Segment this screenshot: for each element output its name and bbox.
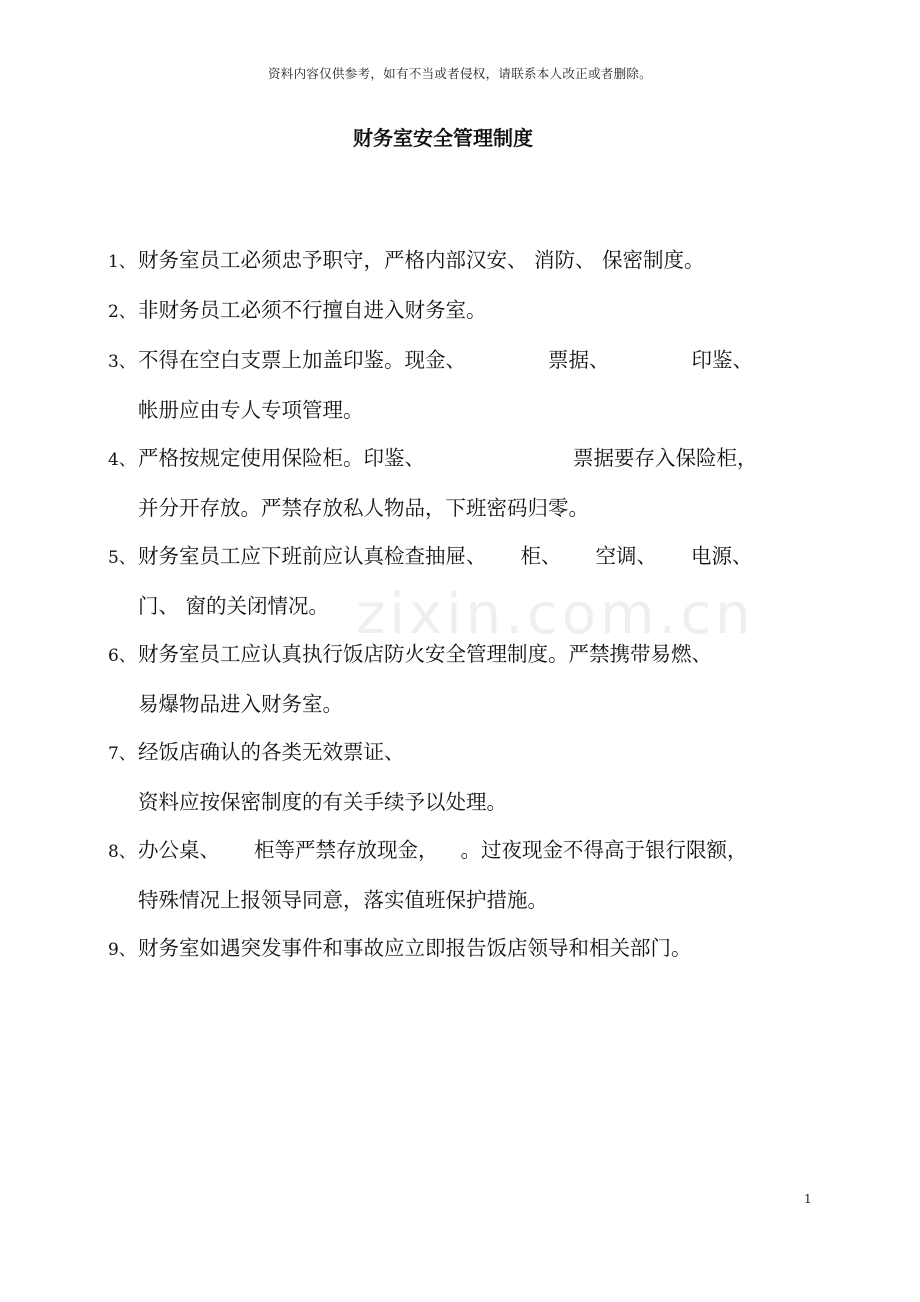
- rule-9-line-1: [108, 924, 788, 974]
- rule-text: 柜等严禁存放现金，: [254, 838, 439, 862]
- rule-text: 办公桌、: [138, 838, 220, 862]
- rule-text: 票据要存入保险柜，: [573, 446, 758, 470]
- rule-5: [108, 532, 788, 630]
- rule-8: [108, 826, 788, 924]
- rule-number: 9、: [108, 940, 136, 960]
- rule-text: 财务室员工应认真执行饭店防火安全管理制度。严禁携带易燃、: [138, 642, 712, 666]
- rule-8-line-1: [108, 826, 788, 876]
- rule-text: 非财务员工必须不行擅自进入财务室。: [138, 298, 487, 322]
- rule-text: 柜、: [520, 544, 562, 568]
- rule-7-line-1: [108, 728, 788, 778]
- rule-text: 财务室如遇突发事件和事故应立即报告饭店领导和相关部门。: [138, 936, 692, 960]
- rule-text: 经饭店确认的各类无效票证、: [138, 740, 405, 764]
- rule-number: 3、: [108, 352, 136, 372]
- rule-number: 2、: [108, 302, 136, 322]
- rule-number: 4、: [108, 450, 136, 470]
- rule-9: [108, 924, 788, 974]
- rule-1: [108, 236, 788, 286]
- rule-number: 5、: [108, 548, 136, 568]
- rule-1-line-1: [108, 236, 788, 286]
- rule-4-line-2: 并分开存放。严禁存放私人物品，下班密码归零。: [138, 496, 589, 520]
- rule-7: [108, 728, 788, 826]
- rule-2-line-1: [108, 286, 788, 336]
- rule-5-line-1: [108, 532, 788, 582]
- page-number: 1: [804, 1192, 812, 1206]
- rule-text: 财务室员工必须忠予职守，严格内部汉安、 消防、 保密制度。: [138, 248, 705, 272]
- document-title: 财务室安全管理制度: [353, 126, 533, 150]
- rule-4-line-1: [108, 434, 788, 484]
- rule-3-line-2: 帐册应由专人专项管理。: [138, 398, 364, 422]
- rule-6-line-2: 易爆物品进入财务室。: [138, 692, 343, 716]
- rules-list: [108, 236, 788, 974]
- rule-text: 空调、: [595, 544, 657, 568]
- rule-3: [108, 336, 788, 434]
- rule-text: 印鉴、: [691, 348, 753, 372]
- rule-6: [108, 630, 788, 728]
- rule-4: [108, 434, 788, 532]
- rule-number: 7、: [108, 744, 136, 764]
- rule-5-line-2: 门、 窗的关闭情况。: [138, 594, 330, 618]
- rule-text: 票据、: [548, 348, 610, 372]
- header-disclaimer: 资料内容仅供参考，如有不当或者侵权，请联系本人改正或者删除。: [267, 66, 652, 81]
- watermark-text: zixin.com.cn: [356, 582, 755, 647]
- rule-2: [108, 286, 788, 336]
- rule-number: 1、: [108, 252, 136, 272]
- rule-7-line-2: 资料应按保密制度的有关手续予以处理。: [138, 790, 507, 814]
- rule-text: 财务室员工应下班前应认真检查抽屉、: [138, 544, 487, 568]
- rule-text: 不得在空白支票上加盖印鉴。现金、: [138, 348, 466, 372]
- rule-number: 8、: [108, 842, 136, 862]
- rule-8-line-2: 特殊情况上报领导同意，落实值班保护措施。: [138, 888, 548, 912]
- rule-text: 。过夜现金不得高于银行限额，: [460, 838, 748, 862]
- rule-text: 电源、: [691, 544, 753, 568]
- rule-6-line-1: [108, 630, 788, 680]
- rule-text: 严格按规定使用保险柜。印鉴、: [138, 446, 425, 470]
- rule-number: 6、: [108, 646, 136, 666]
- rule-3-line-1: [108, 336, 788, 386]
